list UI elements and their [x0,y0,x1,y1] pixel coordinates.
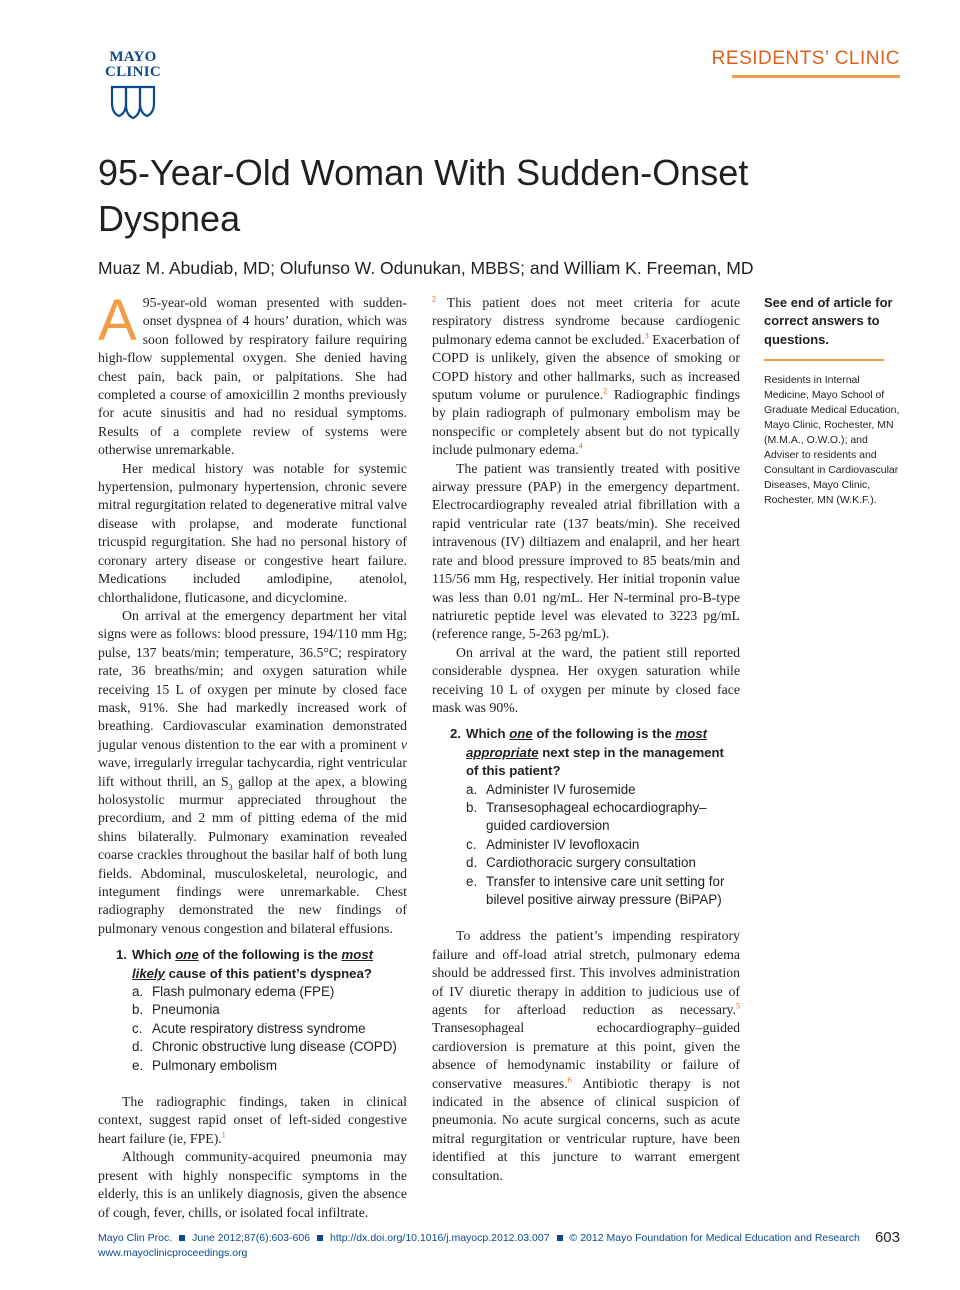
sidebar [764,294,900,508]
section-divider [732,75,900,78]
answer-option: b. Transesophageal echocardiography–guided cardioversion [466,799,707,834]
answers-note: See end of article for correct answers to questions. [764,295,893,347]
body-column-1 [98,288,407,1222]
question-2 [450,725,740,909]
answer-option: d. Chronic obstructive lung disease (COPD) [132,1039,397,1055]
answer-option: a. Flash pulmonary edema (FPE) [132,984,335,1000]
footer [98,1230,900,1260]
mayo-clinic-logo [98,50,168,121]
issue-info: June 2012;87(6):603-606 [192,1232,311,1244]
paragraph-management: To address the patient’s impending respiratory failure and off-load atrial stretch, pulmonary edema should be addressed first. This involves administration of IV diuretic therapy in addition to judicious use of agents for afterload reduction as necessary.$^5$ Transesophageal echocardiography–guided cardioversion is premature at this point, given the absence of hemodynamic instability or failure of conservative measures.$^6$ Antibiotic therapy is not indicated in the absence of clinical suspicion of pneumonia. No acute surgical concerns, such as acute mitral regurgitation or ventricular rupture, have been identified at this juncture to warrant emergent consultation. [432,928,741,1183]
paragraph-course: The patient was transiently treated with positive airway pressure (PAP) in the emergency department. Electrocardiography revealed atrial fibrillation with a rapid ventricular rate (137 beats/min). She received intravenous (IV) diltiazem and enalapril, and her heart rate and blood pressure improved to 85 beats/min and 115/56 mm Hg, respectively. Her initial troponin value was less than 0.01 ng/mL. Her N-terminal pro-B-type natriuretic peptide level was elevated to 3223 pg/mL (reference range, 5-263 pg/mL). [432,460,740,642]
answer-option: b. Pneumonia [132,1002,220,1018]
article-title: 95-Year-Old Woman With Sudden-Onset Dyspnea [98,152,749,239]
author-affiliations: Residents in Internal Medicine, Mayo School of Graduate Medical Education, Mayo Clinic, Rochester, MN (M.M.A., O.W.O.); and Adviser to residents and Consultant in Cardiovascular Diseases, Mayo Clinic, Rochester, MN (W.K.F.). [764,374,900,507]
separator-square-icon [557,1235,563,1241]
question-2-stem: 2. Which one of the following is the most appropriate next step in the management of this patient? [450,726,724,779]
question-1 [116,946,407,1075]
sidebar-divider [764,359,884,361]
body-column-2 [432,294,740,1185]
paragraph-ward: On arrival at the ward, the patient still reported considerable dyspnea. Her oxygen saturation while receiving 10 L of oxygen per minute by closed face mask was 90%. [432,644,740,715]
paragraph-exam: On arrival at the emergency department her vital signs were as follows: blood pressure, 194/110 mm Hg; pulse, 137 beats/min; temperature, 36.5°C; respiratory rate, 36 breaths/min; and oxygen saturation while receiving 15 L of oxygen per minute by closed face mask, 91%. She had markedly increased work of breathing. Cardiovascular examination demonstrated jugular venous distention to the ear with a prominent v wave, irregularly irregular tachycardia, right ventricular lift without thrill, an $S_3$ gallop at the apex, a blowing holosystolic murmur appreciated throughout the precordium, and 2 mm of pitting edema of the mid shins bilaterally. Pulmonary examination revealed coarse crackles throughout the basilar half of both lung fields. Abdominal, musculoskeletal, neurologic, and integument findings were unremarkable. Chest radiography demonstrated the new findings of pulmonary venous congestion and bilateral effusions. [98,607,407,936]
doi-link[interactable]: http://dx.doi.org/10.1016/j.mayocp.2012.03.007 [330,1232,550,1244]
paragraph-intro: A 95-year-old woman presented with sudden-onset dyspnea of 4 hours’ duration, which was soon followed by respiratory failure requiring high-flow supplemental oxygen. She denied having chest pain, back pain, or palpitations. She had completed a course of amoxicillin 2 months previously for acute sinusitis and had no residual symptoms. Results of a complete review of systems were otherwise unremarkable. [98,288,407,458]
logo-line-1: MAYO [109,49,157,65]
website-link[interactable]: www.mayoclinicproceedings.org [98,1247,248,1259]
separator-square-icon [317,1235,323,1241]
page-number: 603 [874,1229,900,1246]
journal-name: Mayo Clin Proc. [98,1232,173,1244]
shields-icon [108,83,158,121]
answer-option: c. Acute respiratory distress syndrome [132,1020,366,1036]
paragraph-discussion-2a: Although community-acquired pneumonia may present with highly nonspecific symptoms in the elderly, this is an unlikely diagnosis, given the absence of cough, fever, chills, or isolated focal infiltrate. [98,1149,407,1220]
drop-cap: A [98,288,137,353]
answer-option: d. Cardiothoracic surgery consultation [466,855,696,871]
answer-option: e. Pulmonary embolism [132,1057,278,1073]
paragraph-history: Her medical history was notable for systemic hypertension, pulmonary hypertension, chronic severe mitral regurgitation related to degenerative mitral valve disease with prolapse, and moderate functional tricuspid regurgitation. She had no personal history of coronary artery disease or congestive heart failure. Medications included amlodipine, atenolol, chlorthalidone, fluticasone, and dicyclomine. [98,460,407,605]
separator-square-icon [179,1235,185,1241]
paragraph-discussion-2b: $^2$ This patient does not meet criteria for acute respiratory distress syndrome because cardiogenic pulmonary edema cannot be excluded.$^3$ Exacerbation of COPD is unlikely, given the absence of smoking or COPD history and other hallmarks, such as increased sputum volume or purulence.$^2$ Radiographic findings by plain radiograph of pulmonary embolism may be nonspecific or completely absent but do not typically include pulmonary edema.$^4$ [432,294,741,458]
answer-option: a. Administer IV furosemide [466,781,636,797]
copyright: © 2012 Mayo Foundation for Medical Education and Research [569,1232,860,1244]
article-authors: Muaz M. Abudiab, MD; Olufunso W. Odunukan, MBBS; and William K. Freeman, MD [98,258,754,278]
paragraph-discussion-1: The radiographic findings, taken in clinical context, suggest rapid onset of left-sided congestive heart failure (ie, FPE).$^1$ [98,1094,407,1146]
section-label: RESIDENTS’ CLINIC [711,48,900,69]
answer-option: e. Transfer to intensive care unit setting for bilevel positive airway pressure (BiPAP) [466,873,725,907]
answer-option: c. Administer IV levofloxacin [466,836,640,852]
question-1-stem: 1. Which one of the following is the most likely cause of this patient’s dyspnea? [116,947,374,981]
logo-line-2: CLINIC [105,64,161,80]
